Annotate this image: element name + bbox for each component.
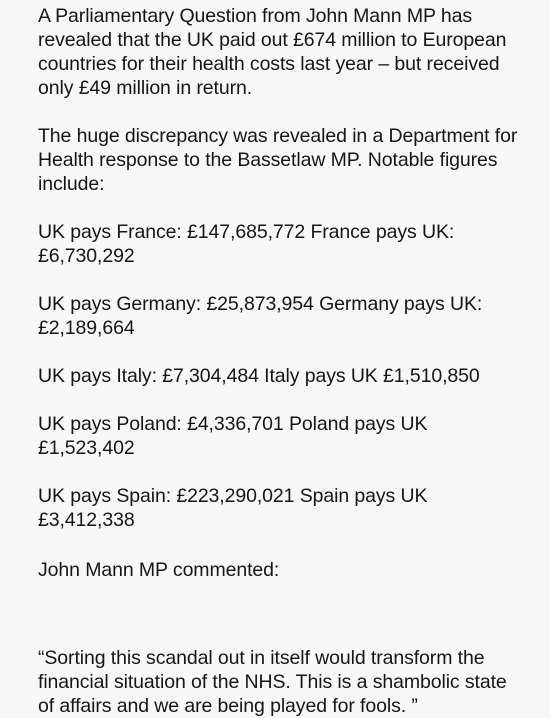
quote-paragraph: “Sorting this scandal out in itself would transform the financial situation of the NHS. This is a shambolic state of affairs and we are being played for fools. ”: [38, 647, 507, 717]
commented-line: John Mann MP commented:: [38, 559, 280, 581]
figure-poland: UK pays Poland: £4,336,701 Poland pays UK £1,523,402: [38, 413, 428, 459]
figure-germany: UK pays Germany: £25,873,954 Germany pays UK: £2,189,664: [38, 293, 483, 339]
figure-italy: UK pays Italy: £7,304,484 Italy pays UK £1,510,850: [38, 365, 480, 387]
figure-spain: UK pays Spain: £223,290,021 Spain pays UK £3,412,338: [38, 485, 428, 531]
figure-france: UK pays France: £147,685,772 France pays UK: £6,730,292: [38, 221, 455, 267]
detail-paragraph: The huge discrepancy was revealed in a Department for Health response to the Bassetlaw MP. Notable figures include:: [38, 125, 518, 195]
intro-paragraph: A Parliamentary Question from John Mann MP has revealed that the UK paid out £674 million to European countries for their health costs last year – but received only £49 million in return.: [38, 5, 507, 99]
